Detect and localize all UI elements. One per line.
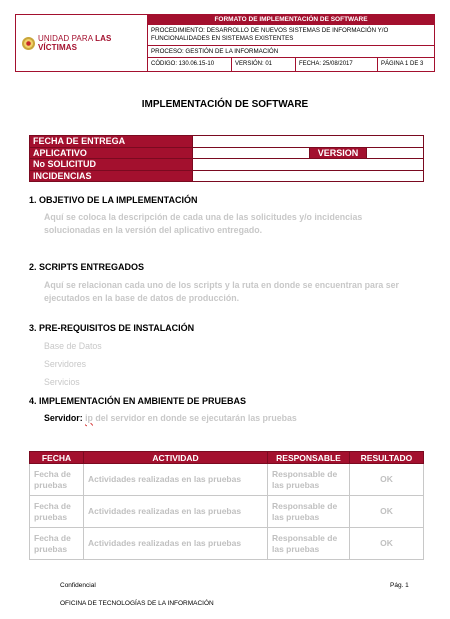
prereq-item: Servidores (44, 359, 87, 369)
table-row (30, 464, 424, 496)
fecha-entrega-value[interactable] (193, 136, 424, 148)
logo (16, 15, 148, 71)
table-row (30, 528, 424, 560)
cell-responsable[interactable]: Responsable de las pruebas (268, 528, 350, 560)
tests-table (29, 451, 424, 560)
footer-office: OFICINA DE TECNOLOGÍAS DE LA INFORMACIÓN (60, 600, 214, 607)
procedure-text: PROCEDIMIENTO: DESARROLLO DE NUEVOS SISTEMAS DE INFORMACIÓN Y/O FUNCIONALIDADES EN SISTEMAS EXISTENTES (148, 25, 434, 46)
aplicativo-value[interactable] (193, 147, 310, 159)
cell-resultado[interactable]: OK (350, 464, 424, 496)
version-value[interactable] (367, 147, 424, 159)
page-text: PÁGINA 1 DE 3 (381, 61, 424, 67)
section-1-title: 1. OBJETIVO DE LA IMPLEMENTACIÓN (29, 195, 198, 205)
fecha-entrega-label: FECHA DE ENTREGA (30, 136, 193, 148)
server-label: Servidor: (44, 413, 83, 423)
code-text: CÓDIGO: 130.06.15-10 (148, 58, 232, 71)
cell-fecha[interactable]: Fecha de pruebas (30, 464, 84, 496)
cell-responsable[interactable]: Responsable de las pruebas (268, 496, 350, 528)
incidencias-label: INCIDENCIAS (30, 170, 193, 182)
version-text: VERSIÓN: 01 (232, 58, 296, 71)
header-fecha: FECHA (30, 452, 84, 464)
document-header (15, 14, 435, 72)
cell-responsable[interactable]: Responsable de las pruebas (268, 464, 350, 496)
section-2-title: 2. SCRIPTS ENTREGADOS (29, 262, 145, 272)
no-solicitud-label: No SOLICITUD (30, 159, 193, 171)
header-resultado: RESULTADO (350, 452, 424, 464)
document-title: IMPLEMENTACIÓN DE SOFTWARE (141, 99, 309, 110)
prereq-item: Base de Datos (44, 341, 102, 351)
table-row (30, 496, 424, 528)
section-4-title: 4. IMPLEMENTACIÓN EN AMBIENTE DE PRUEBAS (29, 396, 247, 406)
cell-resultado[interactable]: OK (350, 496, 424, 528)
section-1-placeholder: Aquí se coloca la descripción de cada una de las solicitudes y/o incidencias solucionadas en la versión del aplicativo entregado. (44, 212, 363, 235)
aplicativo-label: APLICATIVO (30, 147, 193, 159)
server-misspelled: ip (85, 413, 93, 423)
cell-resultado[interactable]: OK (350, 528, 424, 560)
cell-fecha[interactable]: Fecha de pruebas (30, 496, 84, 528)
section-3-title: 3. PRE-REQUISITOS DE INSTALACIÓN (29, 323, 195, 333)
server-placeholder: del servidor en donde se ejecutarán las pruebas (92, 413, 297, 423)
server-line (44, 413, 297, 423)
footer-confidential: Confidencial (60, 582, 96, 589)
logo-bold: LAS VÍCTIMAS (38, 34, 112, 52)
incidencias-value[interactable] (193, 170, 424, 182)
header-responsable: RESPONSABLE (268, 452, 350, 464)
prereq-item: Servicios (44, 377, 80, 387)
version-label: VERSION (310, 147, 367, 159)
header-actividad: ACTIVIDAD (84, 452, 268, 464)
logo-prefix: UNIDAD PARA (38, 34, 93, 43)
footer-page: Pág. 1 (390, 582, 409, 589)
date-text: FECHA: 25/08/2017 (296, 58, 378, 71)
cell-actividad[interactable]: Actividades realizadas en las pruebas (84, 528, 268, 560)
format-title: FORMATO DE IMPLEMENTACIÓN DE SOFTWARE (148, 15, 434, 25)
cell-actividad[interactable]: Actividades realizadas en las pruebas (84, 464, 268, 496)
no-solicitud-value[interactable] (193, 159, 424, 171)
info-table (29, 135, 424, 182)
section-2-placeholder: Aquí se relacionan cada uno de los scripts y la ruta en donde se encuentran para ser ejecutados en la base de datos de producción. (44, 280, 399, 303)
header-meta (148, 58, 434, 71)
seal-icon (22, 37, 35, 50)
cell-fecha[interactable]: Fecha de pruebas (30, 528, 84, 560)
process-text: PROCESO: GESTIÓN DE LA INFORMACIÓN (148, 46, 434, 58)
cell-actividad[interactable]: Actividades realizadas en las pruebas (84, 496, 268, 528)
